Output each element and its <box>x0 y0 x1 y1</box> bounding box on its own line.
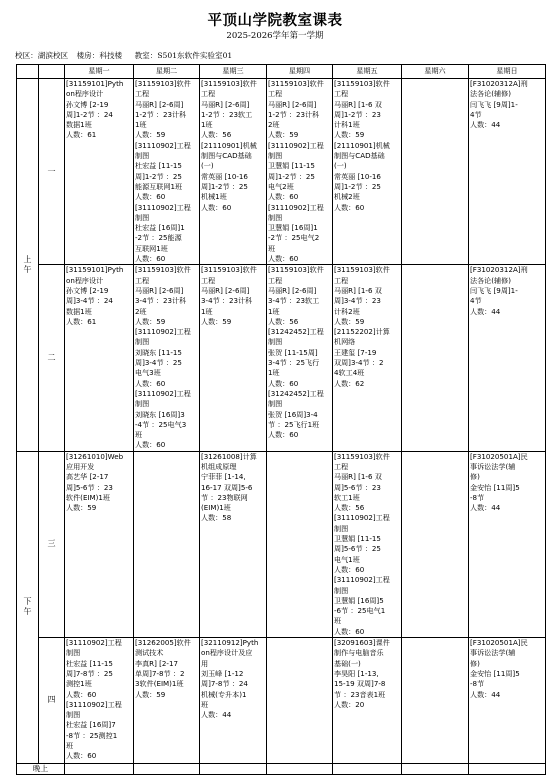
header-row <box>17 65 546 79</box>
course-cell: [31159103]软件 工程 马丽R] [2-6周] 1-2节 ：23计科 2班 人数：59 [31110902]工程 制图 卫慧娟 [11-15 周]1-2节 ：25 电气2班 人数：60 [31110902]工程 制图 卫慧娟 [16周]1 -2节 ：25电气2 班 人数：60 <box>267 79 333 265</box>
course-cell: [31159103]软件 工程 马丽R] [1-6 双 周]5-6节 ：23 软工1班 人数：56 [31110902]工程 制图 卫慧娟 [11-15 周]5-6节 ：25 电气1班 人数：60 [31110902]工程 制图 卫慧娟 [16周]5 -6节 ：25电气1 班 人数：60 <box>333 451 402 637</box>
empty-cell <box>333 764 402 775</box>
empty-cell <box>402 764 469 775</box>
period-label: 三 <box>39 451 65 637</box>
empty-cell <box>267 764 333 775</box>
corner-cell <box>17 65 39 79</box>
table-row <box>17 265 546 451</box>
period-label: 一 <box>39 79 65 265</box>
building-label: 楼房：科技楼 <box>76 51 123 60</box>
empty-cell <box>200 764 267 775</box>
day-header: 星期二 <box>134 65 200 79</box>
course-cell <box>267 451 333 637</box>
course-cell <box>134 451 200 637</box>
course-cell: [31159103]软件 工程 马丽R] [2-6周] 3-4节 ：23软工 1班 人数：56 [31242452]工程 制图 张贺 [11-15周] 3-4节 ：25飞行 1班 人数：60 [31242452]工程 制图 张贺 [16周]3-4 节 ：25飞行1班 人数：60 <box>267 265 333 451</box>
empty-cell <box>469 764 546 775</box>
course-cell: [32091603]课件 制作与电脑音乐 基础(一) 李昊阳 [1-13, 15-19 双周]7-8 节 ：23音表1班 人数：20 <box>333 638 402 764</box>
day-header: 星期五 <box>333 65 402 79</box>
empty-cell <box>134 764 200 775</box>
course-cell: [F31020312A]刑 法各论(辅修) 闫飞飞 [9周]1- 4节 人数：44 <box>469 79 546 265</box>
table-row <box>17 79 546 265</box>
day-header: 星期六 <box>402 65 469 79</box>
room-info <box>15 50 238 61</box>
day-header: 星期四 <box>267 65 333 79</box>
course-cell: [31262005]软件 测试技术 李真R] [2-17 单周]7-8节 ：2 3软件(EIM)1班 人数：59 <box>134 638 200 764</box>
empty-cell <box>65 764 134 775</box>
course-cell: [31159101]Pyth on程序设计 孙文博 [2-19 周]3-4节 ：24 数据1班 人数：61 <box>65 265 134 451</box>
course-cell: [31159103]软件 工程 马丽R] [1-6 双 周]1-2节 ：23 计科1班 人数：59 [21110901]机械 制图与CAD基础 (一) 常英丽 [10-16 周]1-2节 ：25 机械2班 人数：60 <box>333 79 402 265</box>
day-header: 星期日 <box>469 65 546 79</box>
course-cell: [31110902]工程 制图 杜宏益 [11-15 周]7-8节 ：25 测控1班 人数：60 [31110902]工程 制图 杜宏益 [16周]7 -8节 ：25测控1 班 人数：60 <box>65 638 134 764</box>
campus-label: 校区：湖滨校区 <box>15 51 69 60</box>
timetable <box>16 64 546 775</box>
course-cell: [31159103]软件 工程 马丽R] [1-6 双 周]3-4节 ：23 计科2班 人数：59 [21152202]计算 机网络 王建玺 [7-19 双周]3-4节 ：2 4软工4班 人数：62 <box>333 265 402 451</box>
course-cell <box>402 265 469 451</box>
day-header: 星期三 <box>200 65 267 79</box>
course-cell: [31159103]软件 工程 马丽R] [2-6周] 3-4节 ：23计科 2班 人数：59 [31110902]工程 制图 刘晓东 [11-15 周]3-4节 ：25 电气3班 人数：60 [31110902]工程 制图 刘晓东 [16周]3 -4节 ：25电气3 班 人数：60 <box>134 265 200 451</box>
segment-morning: 上 午 <box>17 79 39 452</box>
course-cell: [31261008]计算 机组成原理 宁菲菲 [1-14, 16-17 双周]5-6 节 ：23物联网 (EIM)1班 人数：58 <box>200 451 267 637</box>
day-header: 星期一 <box>65 65 134 79</box>
segment-evening: 晚上 <box>17 764 65 775</box>
page-title: 平顶山学院教室课表 <box>207 12 343 29</box>
course-cell <box>402 451 469 637</box>
room-label: 教室：S501东软件实验室01 <box>134 51 233 60</box>
period-label: 四 <box>39 638 65 764</box>
course-cell: [F31020501A]民 事诉讼法学(辅 修) 金安怡 [11周]5 -8节 人数：44 <box>469 451 546 637</box>
period-label: 二 <box>39 265 65 451</box>
segment-afternoon: 下 午 <box>17 451 39 763</box>
course-cell: [F31020312A]刑 法各论(辅修) 闫飞飞 [9周]1- 4节 人数：44 <box>469 265 546 451</box>
course-cell <box>402 638 469 764</box>
course-cell <box>267 638 333 764</box>
corner-cell <box>39 65 65 79</box>
course-cell: [31159103]软件 工程 马丽R] [2-6周] 3-4节 ：23计科 1班 人数：59 <box>200 265 267 451</box>
course-cell: [32110912]Pyth on程序设计及应 用 刘玉峰 [1-12 周]7-8节 ：24 机械(专升本)1 班 人数：44 <box>200 638 267 764</box>
course-cell: [F31020501A]民 事诉讼法学(辅 修) 金安怡 [11周]5 -8节 人数：44 <box>469 638 546 764</box>
course-cell: [31261010]Web 应用开发 高艺华 [2-17 周]5-6节 ：23 软件(EIM)1班 人数：59 <box>65 451 134 637</box>
course-cell: [31159101]Pyth on程序设计 孙文博 [2-19 周]1-2节 ：24 数据1班 人数：61 <box>65 79 134 265</box>
course-cell: [31159103]软件 工程 马丽R] [2-6周] 1-2节 ：23软工 1班 人数：56 [21110901]机械 制图与CAD基础 (一) 常英丽 [10-16 周]1-2节 ：25 机械1班 人数：60 <box>200 79 267 265</box>
table-row-evening <box>17 764 546 775</box>
course-cell <box>402 79 469 265</box>
table-row <box>17 451 546 637</box>
course-cell: [31159103]软件 工程 马丽R] [2-6周] 1-2节 ：23计科 1班 人数：59 [31110902]工程 制图 杜宏益 [11-15 周]1-2节 ：25 能源互联网1班 人数：60 [31110902]工程 制图 杜宏益 [16周]1 -2节 ：25能源 互联网1班 人数：60 <box>134 79 200 265</box>
semester-subtitle: 2025-2026学年第一学期 <box>226 31 324 41</box>
table-row <box>17 638 546 764</box>
